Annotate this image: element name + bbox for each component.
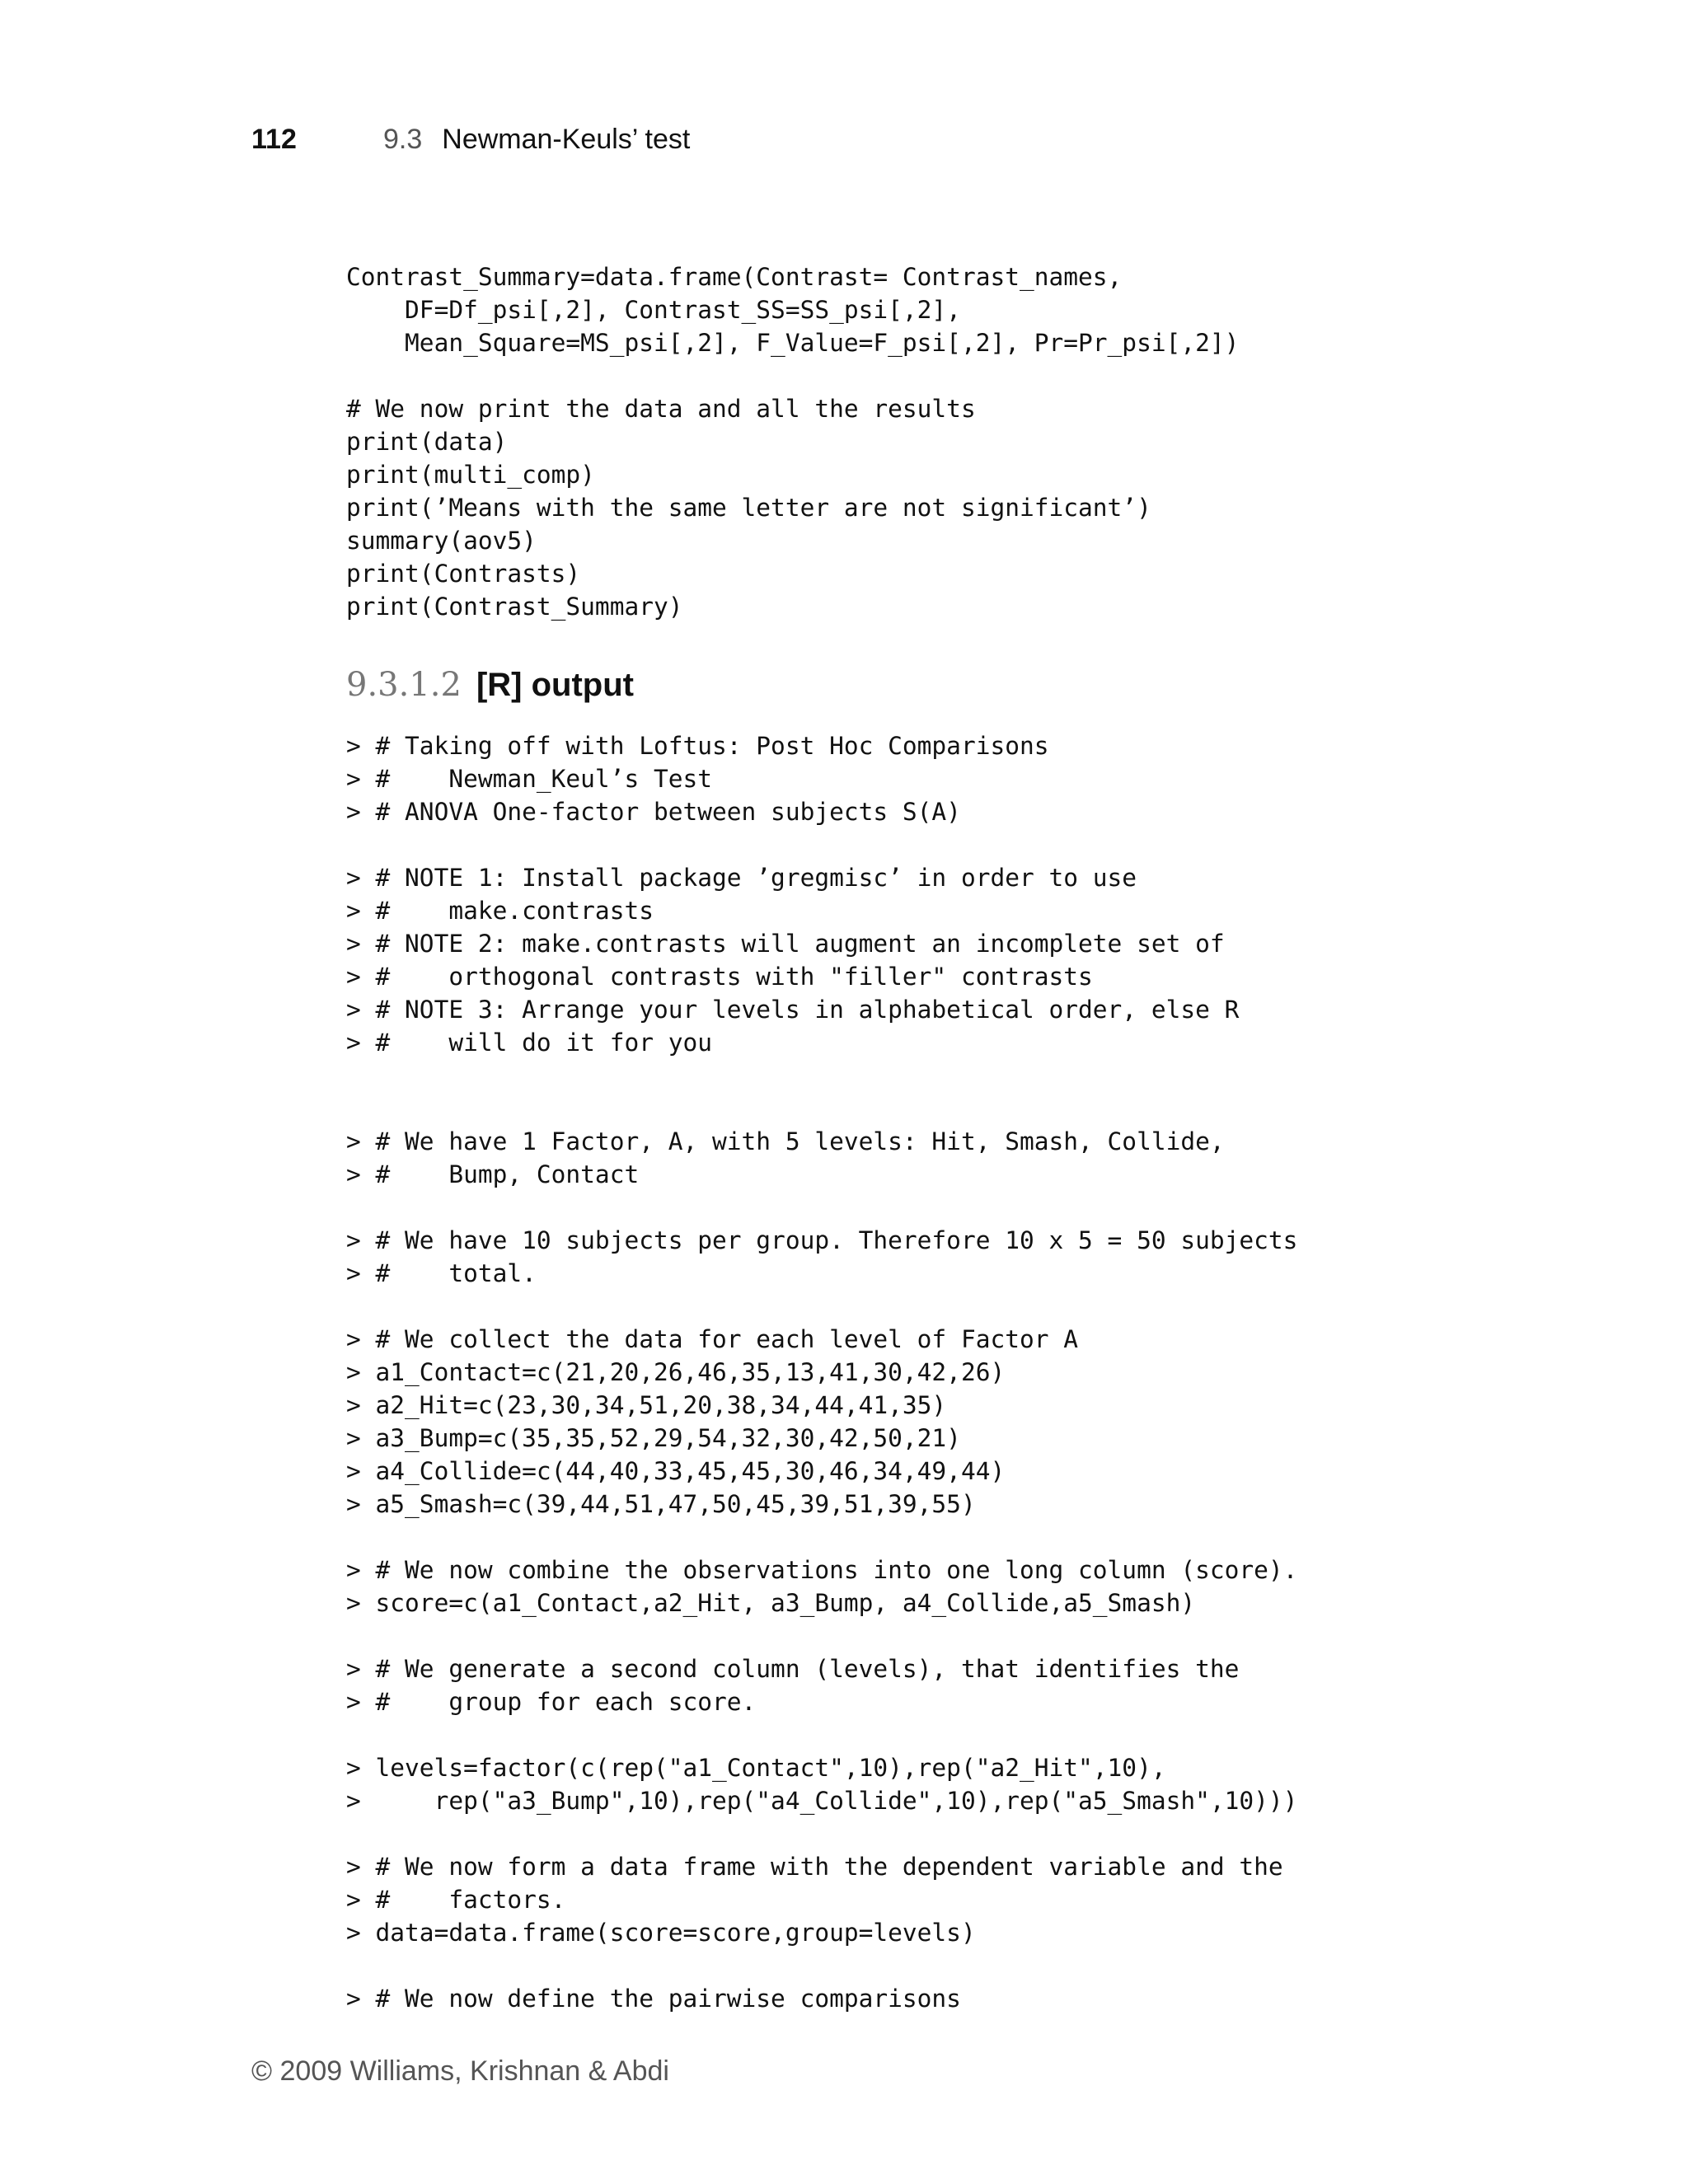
r-code-block: Contrast_Summary=data.frame(Contrast= Contrast_names, DF=Df_psi[,2], Contrast_SS=SS_psi[,2], Mean_Square=MS_psi[,2], F_Value=F_psi[,2], Pr=Pr_psi[,2]) # We now print the data and all the results print(data) print(multi_comp) print(’Means with the same letter are not significant’) summary(aov5) print(Contrasts) print(Contrast_Summary) [346, 263, 1240, 621]
subsection-heading [346, 664, 634, 705]
subsection-title: [R] output [476, 667, 634, 703]
section-number: 9.3 [383, 124, 423, 155]
r-output-block: > # Taking off with Loftus: Post Hoc Comparisons > # Newman_Keul’s Test > # ANOVA One-factor between subjects S(A) > # NOTE 1: Install package ’gregmisc’ in order to use > # make.contrasts > # NOTE 2: make.contrasts will augment an incomplete set of > # orthogonal contrasts with "filler" contrasts > # NOTE 3: Arrange your levels in alphabetical order, else R > # will do it for you > # We have 1 Factor, A, with 5 levels: Hit, Smash, Collide, > # Bump, Contact > # We have 10 subjects per group. Therefore 10 x 5 = 50 subjects > # total. > # We collect the data for each level of Factor A > a1_Contact=c(21,20,26,46,35,13,41,30,42,26) > a2_Hit=c(23,30,34,51,20,38,34,44,41,35) > a3_Bump=c(35,35,52,29,54,32,30,42,50,21) > a4_Collide=c(44,40,33,45,45,30,46,34,49,44) > a5_Smash=c(39,44,51,47,50,45,39,51,39,55) > # We now combine the observations into one long column (score). > score=c(a1_Contact,a2_Hit, a3_Bump, a4_Collide,a5_Smash) > # We generate a second column (levels), that identifies the > # group for each score. > levels=factor(c(rep("a1_Contact",10),rep("a2_Hit",10), > rep("a3_Bump",10),rep("a4_Collide",10),rep("a5_Smash",10))) > # We now form a data frame with the dependent variable and the > # factors. > data=data.frame(score=score,group=levels) > # We now define the pairwise comparisons [346, 732, 1298, 2013]
copyright-footer: © 2009 Williams, Krishnan & Abdi [251, 2055, 669, 2087]
running-header [251, 124, 690, 165]
subsection-number: 9.3.1.2 [346, 666, 462, 704]
page-number: 112 [251, 124, 297, 155]
section-title: Newman-Keuls’ test [442, 124, 691, 155]
